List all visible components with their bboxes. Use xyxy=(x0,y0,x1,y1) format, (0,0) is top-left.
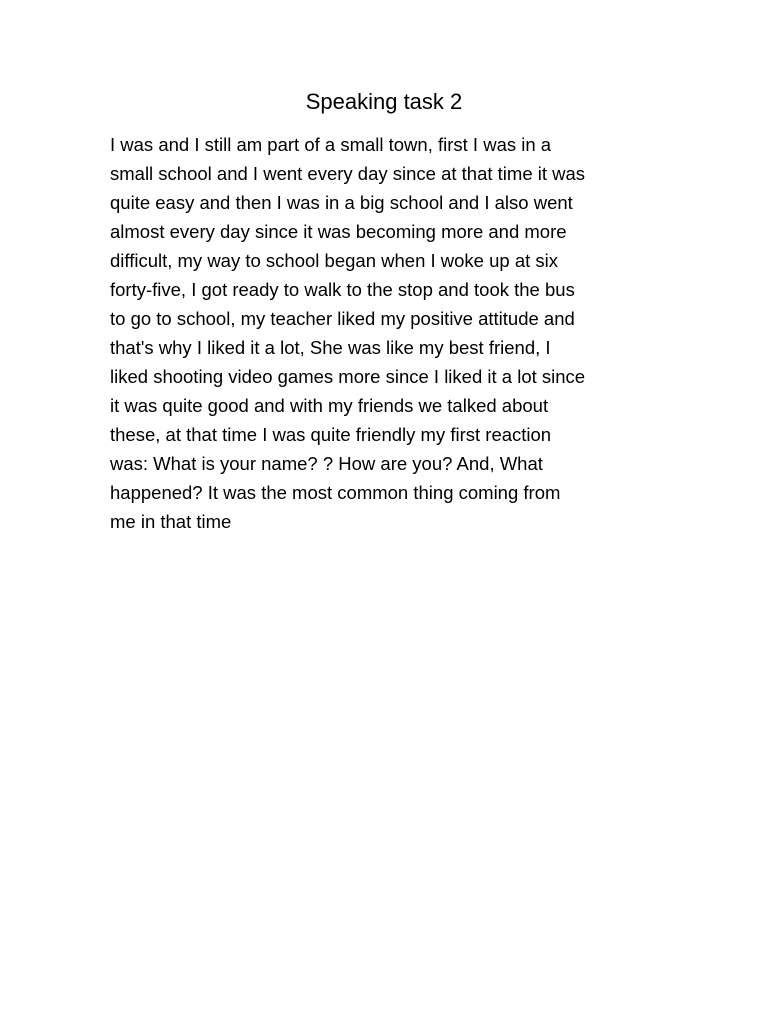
body-line: that's why I liked it a lot, She was like my best friend, I xyxy=(110,337,551,358)
body-line: me in that time xyxy=(110,511,232,532)
body-line: it was quite good and with my friends we talked about xyxy=(110,395,549,416)
document-body xyxy=(110,130,670,536)
body-line: to go to school, my teacher liked my positive attitude and xyxy=(110,308,575,329)
body-line: quite easy and then I was in a big school and I also went xyxy=(110,192,573,213)
body-line: almost every day since it was becoming more and more xyxy=(110,221,567,242)
body-line: was: What is your name? ? How are you? And, What xyxy=(110,453,543,474)
body-line: forty-five, I got ready to walk to the stop and took the bus xyxy=(110,279,575,300)
body-line: liked shooting video games more since I liked it a lot since xyxy=(110,366,586,387)
body-line: difficult, my way to school began when I woke up at six xyxy=(110,250,559,271)
body-line: I was and I still am part of a small town, first I was in a xyxy=(110,134,552,155)
body-line: happened? It was the most common thing coming from xyxy=(110,482,561,503)
document-title: Speaking task 2 xyxy=(305,89,463,114)
body-line: small school and I went every day since at that time it was xyxy=(110,163,586,184)
body-line: these, at that time I was quite friendly my first reaction xyxy=(110,424,552,445)
